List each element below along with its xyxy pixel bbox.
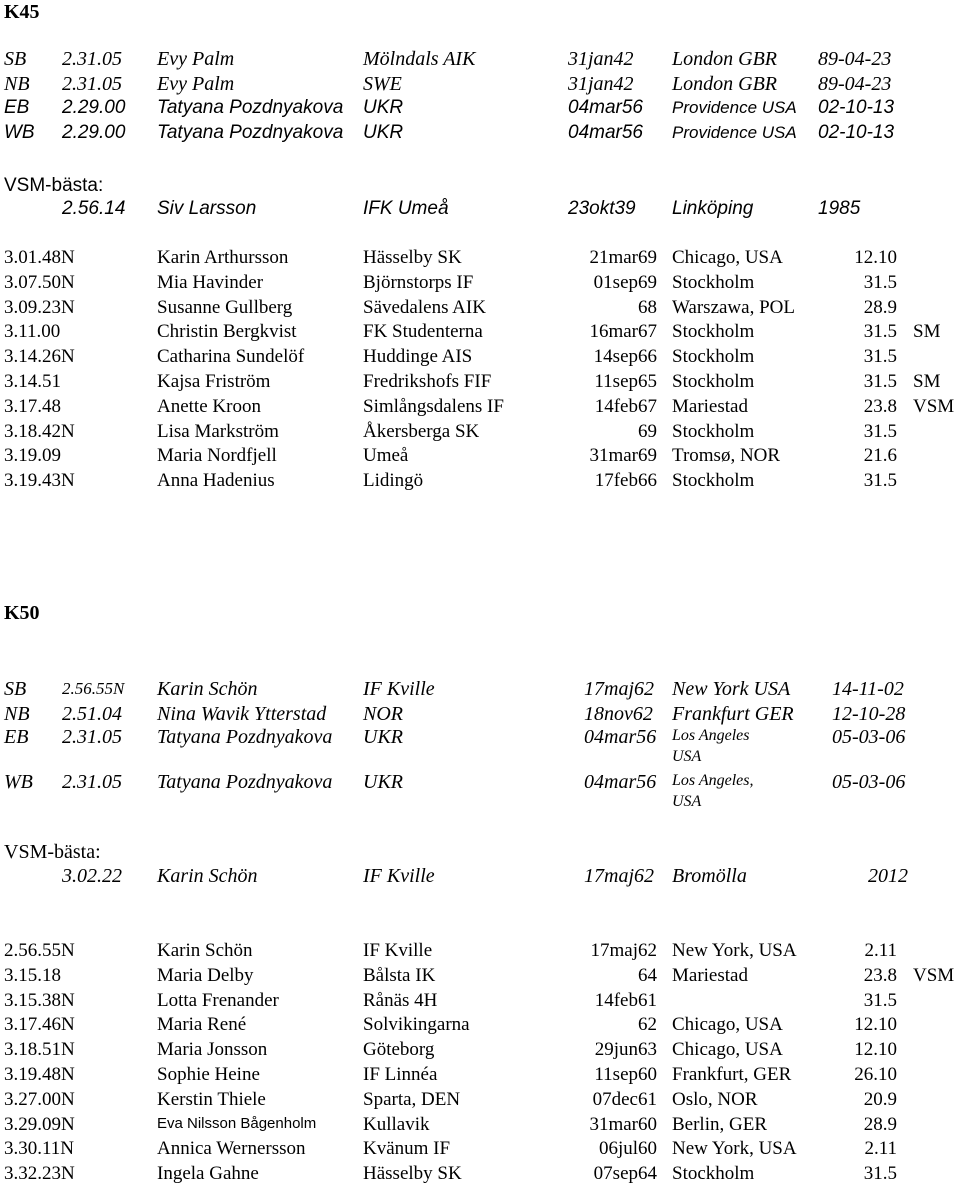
record-type: NB bbox=[4, 73, 30, 95]
result-age: 28.9 bbox=[863, 296, 897, 318]
record-date: 02-10-13 bbox=[818, 122, 895, 143]
athlete-club: FK Studenterna bbox=[363, 321, 483, 343]
record-place: London GBR bbox=[672, 48, 777, 70]
result-time: 3.19.09 bbox=[4, 445, 61, 467]
result-age: 12.10 bbox=[854, 247, 897, 268]
record-name: Evy Palm bbox=[157, 48, 235, 70]
athlete-club: Umeå bbox=[363, 445, 409, 467]
record-row bbox=[0, 48, 960, 70]
athlete-club: IF Kville bbox=[363, 940, 433, 961]
result-time: 3.18.42N bbox=[4, 420, 75, 442]
record-place: Frankfurt GER bbox=[672, 703, 794, 725]
record-born: 04mar56 bbox=[568, 97, 643, 118]
result-age: 2.11 bbox=[864, 940, 897, 961]
result-place: Stockholm bbox=[672, 321, 755, 343]
birth-date: 07sep64 bbox=[593, 1163, 657, 1185]
result-place: Tromsø, NOR bbox=[672, 445, 781, 467]
athlete-name: Lotta Frenander bbox=[157, 989, 279, 1011]
athlete-name: Maria Nordfjell bbox=[157, 445, 277, 467]
record-type: WB bbox=[4, 771, 33, 793]
athlete-name: Annica Wernersson bbox=[157, 1138, 306, 1160]
birth-date: 14sep66 bbox=[593, 346, 657, 368]
result-age: 31.5 bbox=[863, 371, 897, 392]
record-type: EB bbox=[4, 726, 29, 748]
list-item bbox=[0, 940, 960, 962]
record-place: Los Angeles bbox=[672, 727, 750, 744]
list-item bbox=[0, 1163, 960, 1185]
list-item bbox=[0, 321, 960, 343]
record-date: 02-10-13 bbox=[818, 97, 895, 118]
record-row bbox=[0, 678, 960, 700]
result-time: 3.30.11N bbox=[4, 1138, 75, 1160]
result-time: 3.17.46N bbox=[4, 1014, 75, 1036]
result-note: SM bbox=[913, 321, 941, 343]
athlete-club: Göteborg bbox=[363, 1039, 435, 1061]
list-item bbox=[0, 1064, 960, 1086]
result-place: Stockholm bbox=[672, 470, 755, 492]
record-place: Linköping bbox=[672, 198, 754, 219]
vsm-best-row bbox=[0, 198, 960, 220]
record-name: Tatyana Pozdnyakova bbox=[157, 771, 333, 793]
record-club: IFK Umeå bbox=[363, 198, 449, 219]
birth-date: 07dec61 bbox=[592, 1088, 657, 1110]
birth-date: 16mar67 bbox=[589, 321, 657, 343]
result-note: VSM bbox=[913, 964, 955, 986]
list-item bbox=[0, 371, 960, 393]
birth-date: 17feb66 bbox=[594, 470, 657, 492]
record-type: WB bbox=[4, 122, 35, 143]
athlete-club: Lidingö bbox=[363, 470, 424, 492]
athlete-club: Åkersberga SK bbox=[363, 420, 480, 442]
record-name: Tatyana Pozdnyakova bbox=[157, 726, 333, 748]
result-age: 31.5 bbox=[863, 346, 897, 368]
athlete-club: Rånäs 4H bbox=[363, 989, 438, 1011]
athlete-club: Hässelby SK bbox=[363, 1163, 462, 1185]
result-time: 3.14.26N bbox=[4, 346, 75, 368]
list-item bbox=[0, 272, 960, 294]
birth-date: 11sep60 bbox=[594, 1064, 657, 1085]
record-type: SB bbox=[4, 48, 27, 70]
result-place: Chicago, USA bbox=[672, 247, 783, 268]
record-type: SB bbox=[4, 678, 27, 700]
result-age: 28.9 bbox=[863, 1113, 897, 1135]
record-born: 04mar56 bbox=[584, 771, 657, 793]
record-born: 31jan42 bbox=[568, 73, 634, 95]
result-time: 3.19.43N bbox=[4, 470, 75, 492]
result-place: Mariestad bbox=[672, 395, 748, 417]
record-place-line2: USA bbox=[672, 793, 702, 810]
vsm-best-row bbox=[0, 865, 960, 887]
result-time: 3.15.38N bbox=[4, 989, 75, 1011]
result-age: 31.5 bbox=[863, 470, 897, 492]
birth-date: 68 bbox=[638, 296, 657, 318]
athlete-club: Sparta, DEN bbox=[363, 1088, 461, 1110]
birth-date: 14feb67 bbox=[594, 395, 657, 417]
birth-date: 01sep69 bbox=[593, 271, 657, 293]
athlete-club: Fredrikshofs FIF bbox=[363, 371, 492, 392]
athlete-name: Ingela Gahne bbox=[157, 1163, 259, 1185]
result-age: 31.5 bbox=[863, 271, 897, 293]
athlete-club: Sävedalens AIK bbox=[363, 296, 486, 318]
record-row bbox=[0, 771, 960, 815]
birth-date: 29jun63 bbox=[594, 1039, 657, 1061]
athlete-name: Lisa Markström bbox=[157, 420, 279, 442]
record-club: NOR bbox=[363, 703, 403, 725]
result-age: 21.6 bbox=[863, 445, 897, 467]
result-place: Frankfurt, GER bbox=[672, 1064, 792, 1085]
record-name: Karin Schön bbox=[157, 865, 258, 887]
result-age: 12.10 bbox=[854, 1014, 897, 1036]
record-club: UKR bbox=[363, 97, 404, 118]
record-club: IF Kville bbox=[363, 678, 435, 700]
record-row bbox=[0, 97, 960, 119]
birth-date: 06jul60 bbox=[598, 1138, 657, 1160]
athlete-club: Simlångsdalens IF bbox=[363, 395, 504, 417]
record-row bbox=[0, 703, 960, 725]
section-title-k45: K45 bbox=[4, 1, 40, 23]
result-place: Stockholm bbox=[672, 1163, 755, 1185]
result-place: Chicago, USA bbox=[672, 1039, 783, 1061]
athlete-name: Christin Bergkvist bbox=[157, 321, 297, 343]
athlete-name: Sophie Heine bbox=[157, 1064, 260, 1085]
athlete-name: Anette Kroon bbox=[157, 395, 261, 417]
result-place: Mariestad bbox=[672, 964, 748, 986]
record-place-line2: USA bbox=[672, 748, 702, 765]
result-time: 3.15.18 bbox=[4, 964, 61, 986]
athlete-name: Karin Schön bbox=[157, 940, 253, 961]
birth-date: 31mar69 bbox=[589, 445, 657, 467]
result-time: 3.29.09N bbox=[4, 1113, 75, 1135]
result-place: Oslo, NOR bbox=[672, 1088, 758, 1110]
result-place: Stockholm bbox=[672, 346, 755, 368]
result-time: 3.32.23N bbox=[4, 1163, 75, 1185]
record-time: 2.31.05 bbox=[62, 771, 122, 793]
list-item bbox=[0, 421, 960, 443]
list-item bbox=[0, 1089, 960, 1111]
athlete-name: Maria René bbox=[157, 1014, 247, 1036]
result-time: 3.09.23N bbox=[4, 296, 75, 318]
record-time: 2.56.55N bbox=[62, 679, 125, 698]
athlete-name: Susanne Gullberg bbox=[157, 296, 293, 318]
record-place: London GBR bbox=[672, 73, 777, 95]
list-item bbox=[0, 247, 960, 269]
athlete-club: Solvikingarna bbox=[363, 1014, 470, 1036]
athlete-club: Kullavik bbox=[363, 1113, 430, 1135]
record-date: 14-11-02 bbox=[832, 678, 904, 700]
record-name: Nina Wavik Ytterstad bbox=[157, 703, 327, 725]
athlete-name: Maria Delby bbox=[157, 964, 254, 986]
result-place: New York, USA bbox=[672, 1138, 797, 1160]
result-time: 3.27.00N bbox=[4, 1088, 75, 1110]
athlete-club: Björnstorps IF bbox=[363, 271, 474, 293]
record-club: SWE bbox=[363, 73, 402, 95]
section-title-k50: K50 bbox=[4, 602, 40, 624]
list-item bbox=[0, 1014, 960, 1036]
list-item bbox=[0, 346, 960, 368]
record-type: NB bbox=[4, 703, 30, 725]
record-born: 04mar56 bbox=[584, 726, 657, 748]
vsm-best-label: VSM-bästa: bbox=[4, 175, 104, 196]
result-note: VSM bbox=[913, 395, 955, 417]
athlete-club: Huddinge AIS bbox=[363, 346, 473, 368]
record-date: 2012 bbox=[868, 865, 908, 887]
birth-date: 11sep65 bbox=[594, 371, 657, 392]
list-item bbox=[0, 1138, 960, 1160]
result-age: 26.10 bbox=[854, 1064, 897, 1085]
result-place: Stockholm bbox=[672, 420, 755, 442]
result-age: 23.8 bbox=[863, 395, 897, 417]
birth-date: 14feb61 bbox=[594, 989, 657, 1011]
athlete-club: Kvänum IF bbox=[363, 1138, 451, 1160]
result-place: New York, USA bbox=[672, 940, 797, 961]
result-place: Warszawa, POL bbox=[672, 296, 795, 318]
result-note: SM bbox=[913, 371, 941, 392]
record-born: 23okt39 bbox=[568, 198, 636, 219]
record-row bbox=[0, 73, 960, 95]
record-date: 89-04-23 bbox=[818, 73, 892, 95]
record-place: Providence USA bbox=[672, 123, 797, 142]
record-type: EB bbox=[4, 97, 30, 118]
result-time: 3.19.48N bbox=[4, 1064, 75, 1085]
record-born: 17maj62 bbox=[584, 678, 654, 700]
record-place: Providence USA bbox=[672, 98, 797, 117]
record-born: 04mar56 bbox=[568, 122, 643, 143]
record-time: 3.02.22 bbox=[62, 865, 122, 887]
athlete-name: Kerstin Thiele bbox=[157, 1088, 266, 1110]
record-born: 17maj62 bbox=[584, 865, 654, 887]
record-place: New York USA bbox=[672, 678, 791, 700]
birth-date: 17maj62 bbox=[590, 940, 657, 961]
record-date: 12-10-28 bbox=[832, 703, 906, 725]
record-club: IF Kville bbox=[363, 865, 435, 887]
record-club: UKR bbox=[363, 122, 404, 143]
record-date: 89-04-23 bbox=[818, 48, 892, 70]
result-age: 23.8 bbox=[863, 964, 897, 986]
record-club: Mölndals AIK bbox=[363, 48, 476, 70]
athlete-name: Eva Nilsson Bågenholm bbox=[157, 1114, 317, 1132]
result-age: 31.5 bbox=[863, 989, 897, 1011]
record-time: 2.31.05 bbox=[62, 726, 122, 748]
record-born: 18nov62 bbox=[584, 703, 653, 725]
result-age: 31.5 bbox=[863, 420, 897, 442]
result-age: 31.5 bbox=[863, 321, 897, 343]
record-place: Los Angeles, bbox=[672, 772, 754, 789]
athlete-name: Kajsa Friström bbox=[157, 371, 271, 392]
record-time: 2.31.05 bbox=[62, 73, 122, 95]
record-date: 05-03-06 bbox=[832, 771, 906, 793]
record-born: 31jan42 bbox=[568, 48, 634, 70]
record-name: Karin Schön bbox=[157, 678, 258, 700]
result-time: 3.11.00 bbox=[4, 321, 61, 343]
record-name: Tatyana Pozdnyakova bbox=[157, 122, 344, 143]
record-club: UKR bbox=[363, 726, 403, 748]
list-item bbox=[0, 1114, 960, 1136]
athlete-club: Bålsta IK bbox=[363, 964, 436, 986]
record-time: 2.29.00 bbox=[62, 122, 126, 143]
record-row bbox=[0, 726, 960, 770]
result-age: 2.11 bbox=[864, 1138, 897, 1160]
birth-date: 64 bbox=[638, 964, 657, 986]
vsm-best-label: VSM-bästa: bbox=[4, 841, 101, 863]
record-time: 2.51.04 bbox=[62, 703, 122, 725]
record-date: 1985 bbox=[818, 198, 861, 219]
athlete-name: Maria Jonsson bbox=[157, 1039, 268, 1061]
result-time: 3.17.48 bbox=[4, 395, 61, 417]
list-item bbox=[0, 297, 960, 319]
birth-date: 62 bbox=[638, 1014, 657, 1036]
record-place: Bromölla bbox=[672, 865, 747, 887]
result-place: Berlin, GER bbox=[672, 1113, 767, 1135]
record-time: 2.56.14 bbox=[62, 198, 126, 219]
athlete-club: IF Linnéa bbox=[363, 1064, 438, 1085]
result-time: 3.18.51N bbox=[4, 1039, 75, 1061]
record-date: 05-03-06 bbox=[832, 726, 906, 748]
birth-date: 69 bbox=[638, 420, 657, 442]
athlete-name: Catharina Sundelöf bbox=[157, 346, 305, 368]
record-club: UKR bbox=[363, 771, 403, 793]
result-time: 3.14.51 bbox=[4, 371, 61, 392]
athlete-name: Anna Hadenius bbox=[157, 470, 275, 492]
result-age: 12.10 bbox=[854, 1039, 897, 1061]
result-time: 3.01.48N bbox=[4, 247, 75, 268]
birth-date: 21mar69 bbox=[589, 247, 657, 268]
result-age: 31.5 bbox=[863, 1163, 897, 1185]
athlete-name: Karin Arthursson bbox=[157, 247, 289, 268]
record-name: Siv Larsson bbox=[157, 198, 257, 219]
result-place: Chicago, USA bbox=[672, 1014, 783, 1036]
record-row bbox=[0, 122, 960, 144]
athlete-name: Mia Havinder bbox=[157, 271, 264, 293]
record-time: 2.31.05 bbox=[62, 48, 122, 70]
result-age: 20.9 bbox=[863, 1088, 897, 1110]
record-name: Evy Palm bbox=[157, 73, 235, 95]
birth-date: 31mar60 bbox=[589, 1113, 657, 1135]
record-time: 2.29.00 bbox=[62, 97, 126, 118]
result-place: Stockholm bbox=[672, 271, 755, 293]
result-place: Stockholm bbox=[672, 371, 755, 392]
list-item bbox=[0, 396, 960, 418]
list-item bbox=[0, 445, 960, 467]
list-item bbox=[0, 1039, 960, 1061]
record-name: Tatyana Pozdnyakova bbox=[157, 97, 344, 118]
list-item bbox=[0, 965, 960, 987]
result-time: 2.56.55N bbox=[4, 940, 75, 961]
athlete-club: Hässelby SK bbox=[363, 247, 462, 268]
list-item bbox=[0, 990, 960, 1012]
list-item bbox=[0, 470, 960, 492]
result-time: 3.07.50N bbox=[4, 271, 75, 293]
